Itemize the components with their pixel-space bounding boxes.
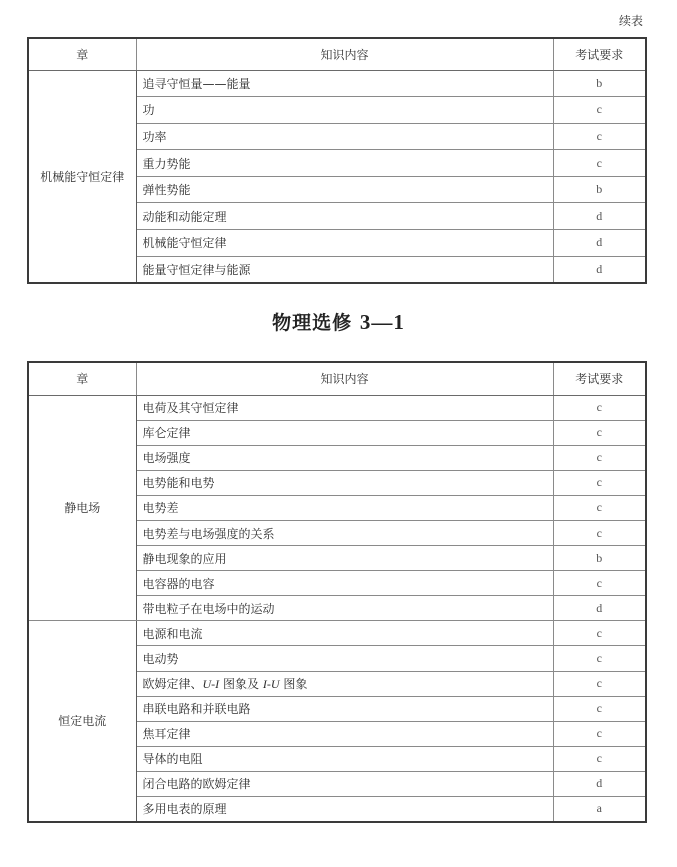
requirement-cell: c [553, 395, 646, 420]
section-title-text: 物理选修 [272, 312, 353, 334]
continued-table-label: 续表 [618, 14, 643, 28]
table-header-row [28, 38, 646, 70]
topic-cell: 能量守恒定律与能源 [136, 256, 553, 283]
topic-cell: 动能和动能定理 [136, 203, 553, 230]
topic-cell: 电势差 [136, 495, 553, 520]
requirement-cell: c [553, 571, 646, 596]
topic-cell: 电荷及其守恒定律 [136, 395, 553, 420]
requirement-cell: d [553, 230, 646, 257]
topic-cell: 闭合电路的欧姆定律 [136, 771, 553, 796]
topic-cell: 静电现象的应用 [136, 546, 553, 571]
requirement-cell: a [553, 797, 646, 822]
requirement-cell: b [553, 546, 646, 571]
requirement-cell: c [553, 646, 646, 671]
section-title-number: 3—1 [359, 310, 405, 334]
requirement-cell: c [553, 420, 646, 445]
topic-cell: 多用电表的原理 [136, 797, 553, 822]
requirement-cell: c [553, 621, 646, 646]
topic-cell: 电势差与电场强度的关系 [136, 520, 553, 545]
header-chapter: 章 [28, 362, 136, 395]
topic-cell [136, 671, 553, 696]
topic-text: 欧姆定律、 [142, 677, 203, 692]
requirements-table-elective-3-1 [27, 361, 647, 823]
requirement-cell: d [553, 596, 646, 621]
topic-variable: U-I [202, 677, 220, 692]
requirement-cell: c [553, 445, 646, 470]
requirement-cell: c [553, 520, 646, 545]
requirement-cell: d [553, 203, 646, 230]
header-requirement: 考试要求 [553, 362, 646, 395]
topic-cell: 追寻守恒量——能量 [136, 70, 553, 97]
chapter-cell: 恒定电流 [28, 621, 136, 822]
requirement-cell: c [553, 721, 646, 746]
topic-cell: 功率 [136, 123, 553, 150]
topic-text: 图象 [279, 677, 308, 692]
table-row [28, 70, 646, 97]
header-requirement: 考试要求 [553, 38, 646, 70]
table-header-row [28, 362, 646, 395]
header-content: 知识内容 [136, 362, 553, 395]
topic-cell: 电容器的电容 [136, 571, 553, 596]
requirement-cell: b [553, 70, 646, 97]
topic-variable: I-U [262, 677, 280, 692]
topic-cell: 导体的电阻 [136, 746, 553, 771]
section-title [0, 308, 677, 335]
header-chapter: 章 [28, 38, 136, 70]
topic-text: 图象及 [219, 677, 263, 692]
table-row [28, 621, 646, 646]
chapter-cell: 静电场 [28, 395, 136, 621]
requirement-cell: b [553, 176, 646, 203]
topic-cell: 串联电路和并联电路 [136, 696, 553, 721]
requirement-cell: c [553, 495, 646, 520]
topic-cell: 带电粒子在电场中的运动 [136, 596, 553, 621]
requirement-cell: c [553, 470, 646, 495]
topic-cell: 库仑定律 [136, 420, 553, 445]
topic-cell: 焦耳定律 [136, 721, 553, 746]
requirement-cell: d [553, 771, 646, 796]
topic-cell: 电源和电流 [136, 621, 553, 646]
topic-cell: 电势能和电势 [136, 470, 553, 495]
topic-cell: 重力势能 [136, 150, 553, 177]
requirement-cell: d [553, 256, 646, 283]
chapter-cell: 机械能守恒定律 [28, 70, 136, 283]
requirement-cell: c [553, 150, 646, 177]
topic-cell: 功 [136, 97, 553, 124]
requirement-cell: c [553, 123, 646, 150]
requirement-cell: c [553, 696, 646, 721]
header-content: 知识内容 [136, 38, 553, 70]
topic-cell: 电场强度 [136, 445, 553, 470]
requirements-table-mechanical-energy [27, 37, 647, 284]
requirement-cell: c [553, 746, 646, 771]
topic-cell: 机械能守恒定律 [136, 230, 553, 257]
requirement-cell: c [553, 97, 646, 124]
table-row [28, 395, 646, 420]
topic-cell: 弹性势能 [136, 176, 553, 203]
topic-cell: 电动势 [136, 646, 553, 671]
requirement-cell: c [553, 671, 646, 696]
